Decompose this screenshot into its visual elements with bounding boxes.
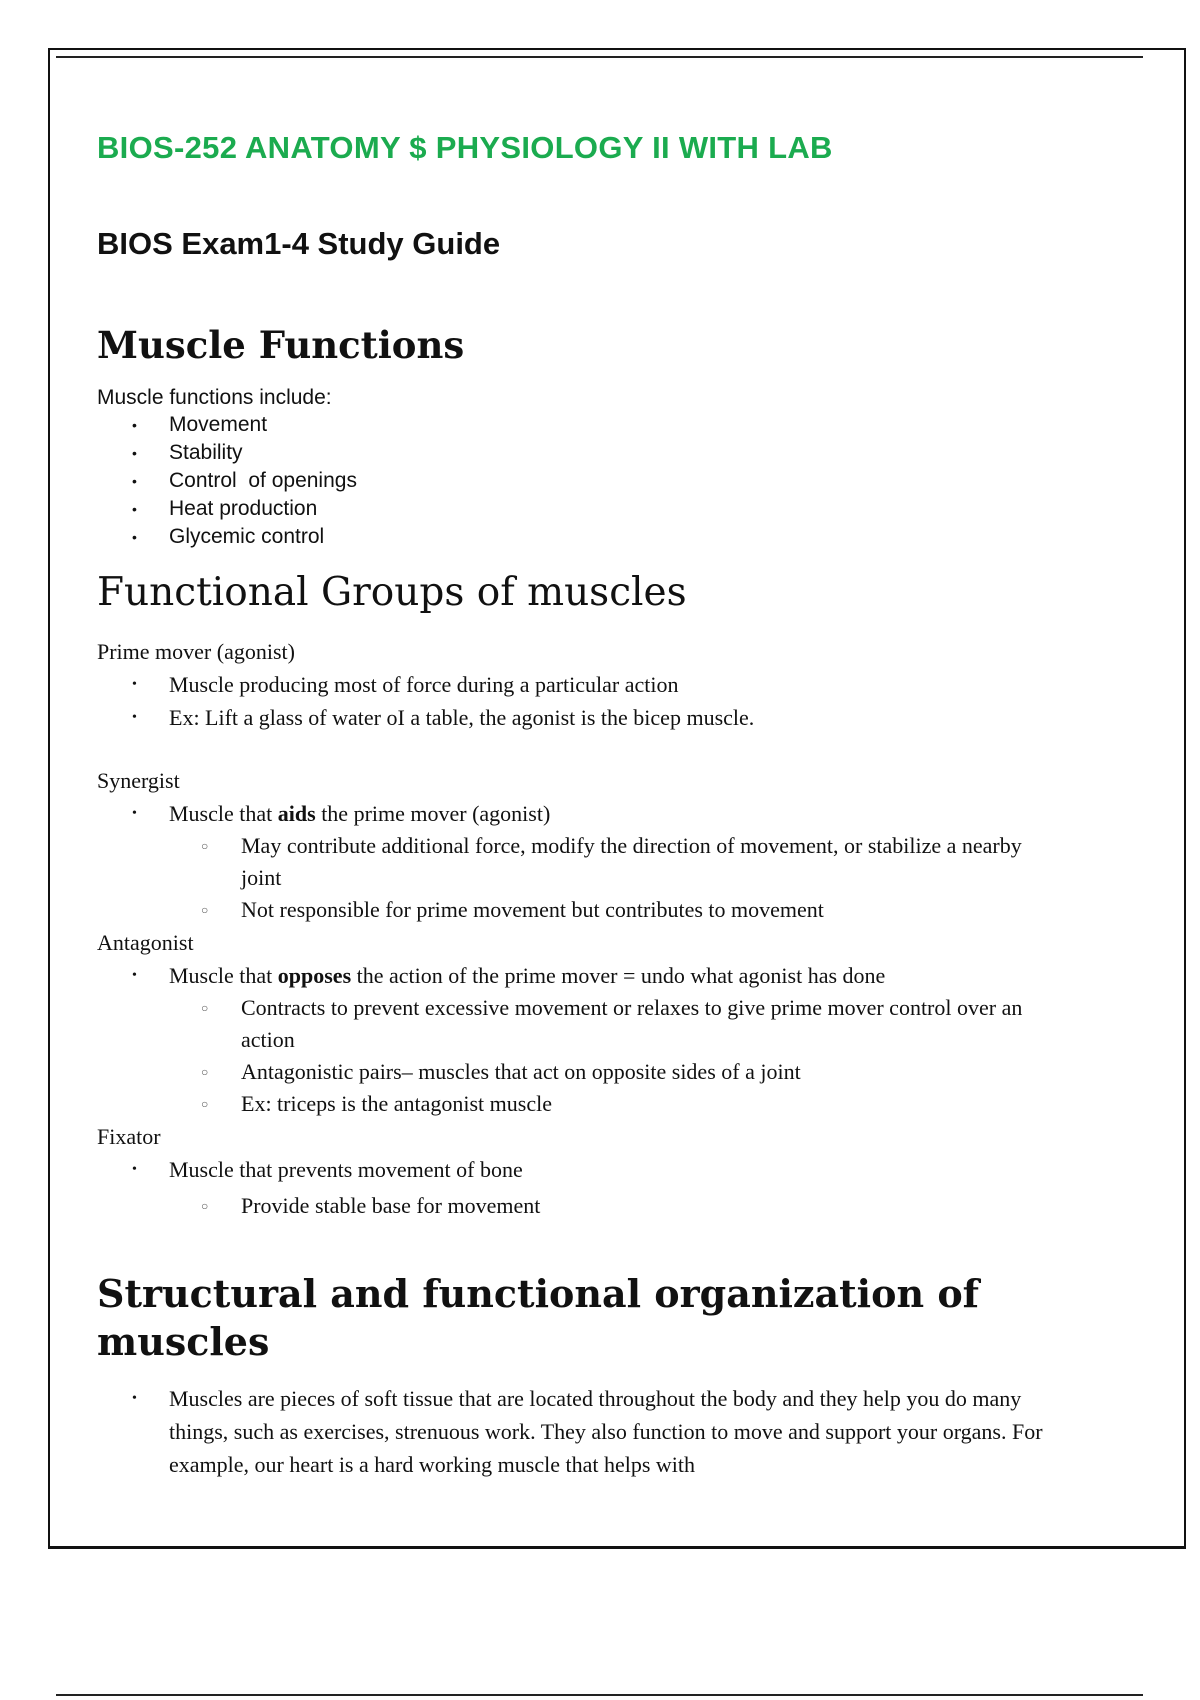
list-item: ○ Not responsible for prime movement but contributes to movement xyxy=(97,894,1057,926)
structural-heading: Structural and functional organization of muscles xyxy=(97,1271,980,1364)
bullet-icon: • xyxy=(132,417,137,433)
circle-bullet-icon: ○ xyxy=(201,1199,209,1213)
bullet-icon: • xyxy=(132,529,137,545)
synergist-sublist xyxy=(97,830,1057,926)
list-item: ○ Antagonistic pairs– muscles that act on opposite sides of a joint xyxy=(97,1056,1057,1088)
list-item: ○ Provide stable base for movement xyxy=(97,1190,1057,1222)
bullet-icon: • xyxy=(132,1162,137,1177)
list-item: • Stability xyxy=(97,439,1057,467)
circle-bullet-icon: ○ xyxy=(201,903,209,917)
structural-list xyxy=(97,1382,1057,1481)
list-item: • Movement xyxy=(97,411,1057,439)
list-item: • Ex: Lift a glass of water oI a table, the agonist is the bicep muscle. xyxy=(97,701,1057,734)
list-item: • Heat production xyxy=(97,495,1057,523)
bullet-icon: • xyxy=(132,677,137,692)
guide-title: BIOS Exam1-4 Study Guide xyxy=(97,226,501,261)
list-item: • Muscle that aids the prime mover (agonist) xyxy=(97,797,1057,830)
circle-bullet-icon: ○ xyxy=(201,839,209,853)
list-item: ○ May contribute additional force, modify the direction of movement, or stabilize a nearby joint xyxy=(97,830,1057,894)
antagonist-list xyxy=(97,959,1057,992)
bullet-icon: • xyxy=(132,473,137,489)
bullet-icon: • xyxy=(132,1391,137,1406)
antagonist-sublist xyxy=(97,992,1057,1120)
list-item: • Muscle producing most of force during a particular action xyxy=(97,668,1057,701)
list-item: ○ Contracts to prevent excessive movement or relaxes to give prime mover control over an action xyxy=(97,992,1057,1056)
circle-bullet-icon: ○ xyxy=(201,1065,209,1079)
circle-bullet-icon: ○ xyxy=(201,1097,209,1111)
bullet-icon: • xyxy=(132,501,137,517)
bullet-icon: • xyxy=(132,445,137,461)
muscle-functions-list xyxy=(97,411,1057,551)
functional-groups-heading: Functional Groups of muscles xyxy=(97,570,687,615)
circle-bullet-icon: ○ xyxy=(201,1001,209,1015)
antagonist-label: Antagonist xyxy=(97,930,194,955)
list-item: ○ Ex: triceps is the antagonist muscle xyxy=(97,1088,1057,1120)
bullet-icon: • xyxy=(132,710,137,725)
list-item: • Muscle that prevents movement of bone xyxy=(97,1153,1057,1186)
list-item: • Muscles are pieces of soft tissue that are located throughout the body and they help you do many things, such as exercises, strenuous work. They also function to move and support your organs. For example, our heart is a hard working muscle that helps with xyxy=(97,1382,1057,1481)
list-item: • Muscle that opposes the action of the prime mover = undo what agonist has done xyxy=(97,959,1057,992)
bullet-icon: • xyxy=(132,968,137,983)
fixator-list xyxy=(97,1153,1057,1186)
list-item: • Control of openings xyxy=(97,467,1057,495)
bullet-icon: • xyxy=(132,806,137,821)
muscle-functions-heading: Muscle Functions xyxy=(97,323,465,367)
synergist-list xyxy=(97,797,1057,830)
prime-mover-list xyxy=(97,668,1057,734)
muscle-functions-lead: Muscle functions include: xyxy=(97,386,332,409)
synergist-label: Synergist xyxy=(97,768,180,793)
fixator-label: Fixator xyxy=(97,1124,161,1149)
list-item: • Glycemic control xyxy=(97,523,1057,551)
course-title: BIOS-252 ANATOMY $ PHYSIOLOGY II WITH LAB xyxy=(97,130,833,165)
prime-mover-label: Prime mover (agonist) xyxy=(97,639,295,664)
fixator-sublist xyxy=(97,1190,1057,1222)
document-content xyxy=(97,128,1057,1481)
bottom-rule xyxy=(56,1694,1143,1696)
